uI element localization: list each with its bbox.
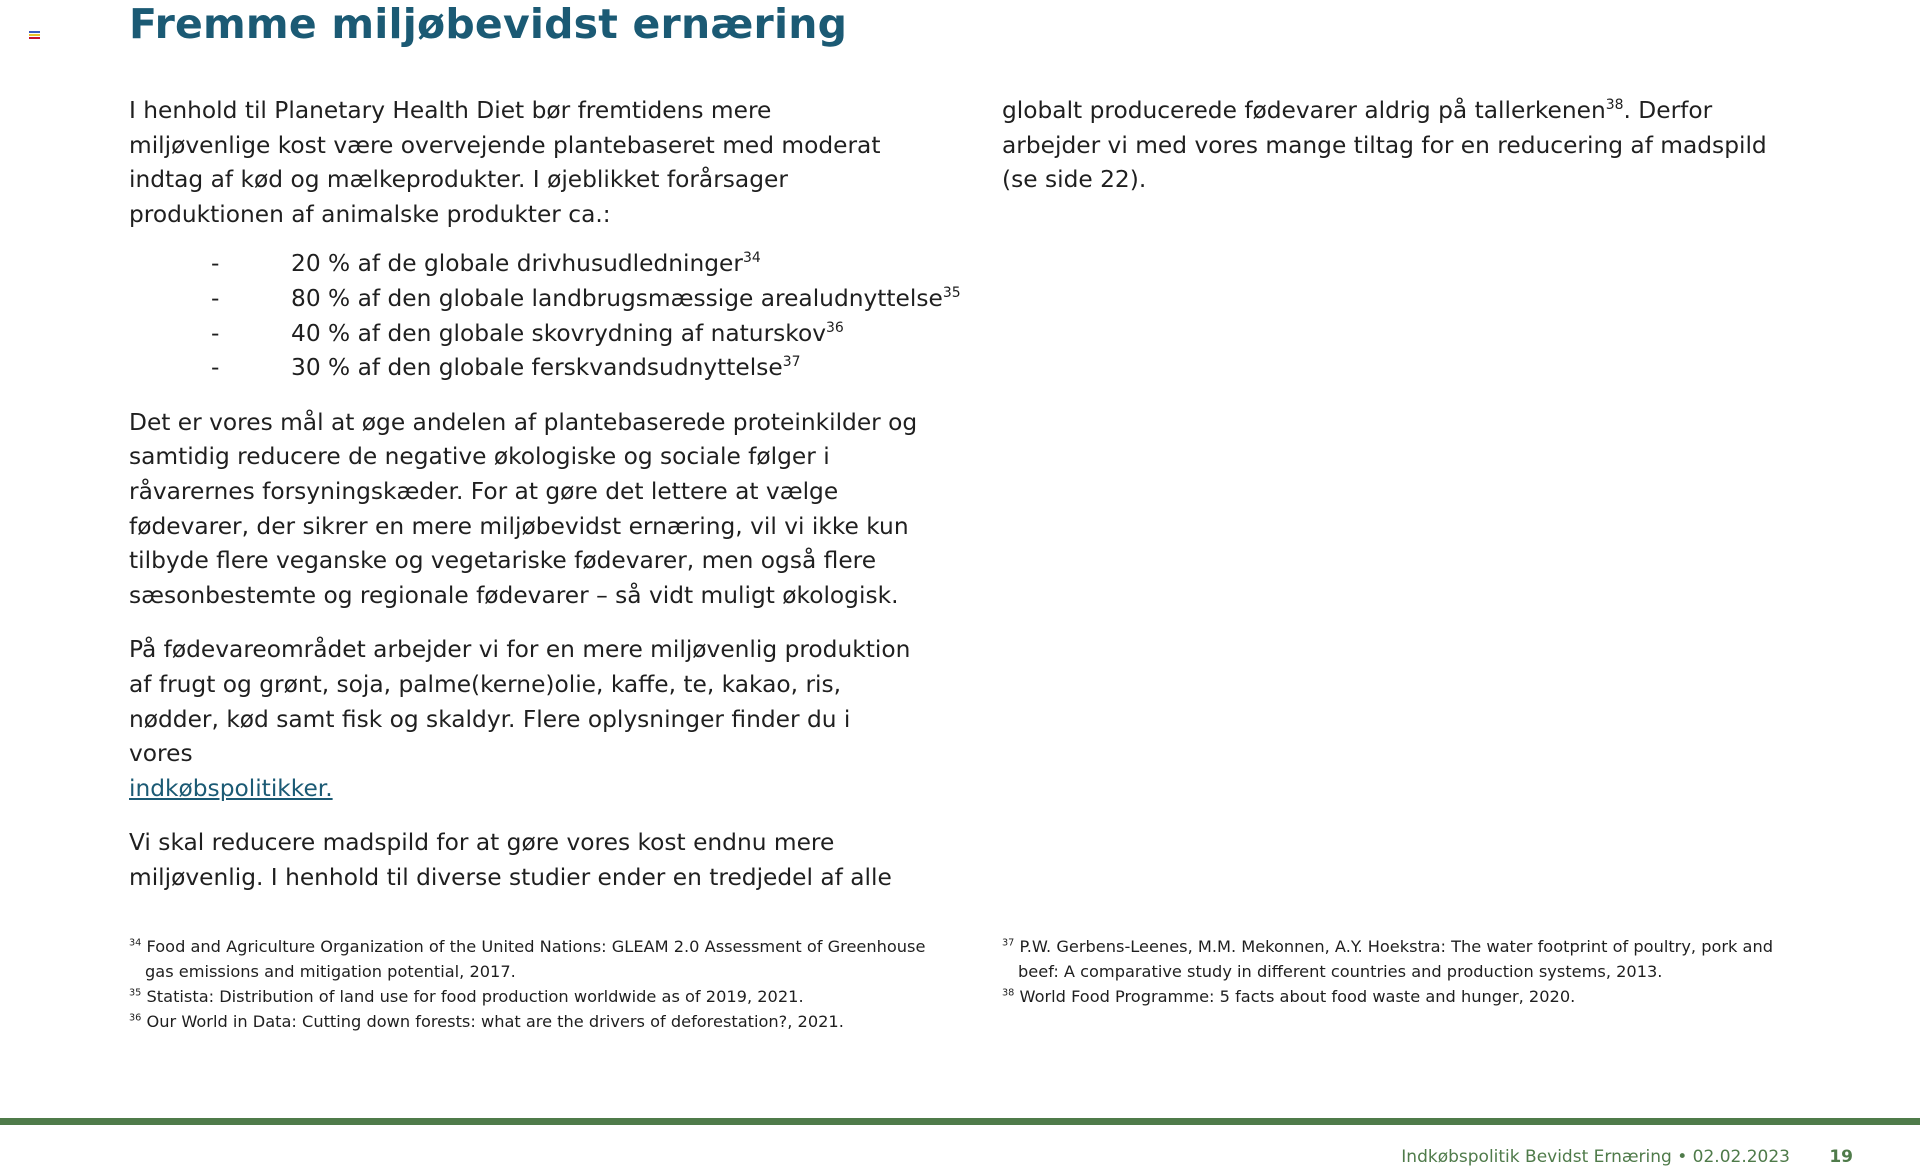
footnote: $^{34}$ Food and Agriculture Organization of the United Nations: GLEAM 2.0 Assessment of Greenhouse gas emissions and mitigation potential, 2017. [129, 937, 926, 981]
footer-divider [0, 1118, 1920, 1125]
list-item: - 20 % af de globale drivhusudledninger$^{34}$ [211, 250, 761, 278]
purchasing-policies-link[interactable]: indkøbspolitikker. [129, 774, 333, 802]
footer-document-info: Indkøbspolitik Bevidst Ernæring • 02.02.2023 [1401, 1147, 1790, 1167]
list-item: - 40 % af den globale skovrydning af naturskov$^{36}$ [211, 319, 844, 347]
footnotes-left [129, 934, 939, 1034]
food-waste-paragraph: Vi skal reducere madspild for at gøre vores kost endnu mere miljøvenlig. I henhold til diverse studier ender en tredjedel af alle [129, 829, 892, 891]
list-item: - 30 % af den globale ferskvandsudnyttelse$^{37}$ [211, 354, 801, 382]
page-number: 19 [1829, 1147, 1853, 1167]
language-flag-icon [29, 31, 40, 39]
footnote: $^{38}$ World Food Programme: 5 facts about food waste and hunger, 2020. [1002, 987, 1576, 1006]
intro-paragraph: I henhold til Planetary Health Diet bør fremtidens mere miljøvenlige kost være overvejende plantebaseret med moderat indtag af kød og mælkeprodukter. I øjeblikket forårsager produktionen af animalske produkter ca.: [129, 97, 881, 228]
goal-paragraph: Det er vores mål at øge andelen af plantebaserede proteinkilder og samtidig reducere de negative økologiske og sociale følger i råvarernes forsyningskæder. For at gøre det lettere at vælge fødevarer, der sikrer en mere miljøbevidst ernæring, vil vi ikke kun tilbyde flere veganske og vegetariske fødevarer, men også flere sæsonbestemte og regionale fødevarer – så vidt muligt økologisk. [129, 408, 918, 609]
footnote: $^{35}$ Statista: Distribution of land use for food production worldwide as of 2019, 2021. [129, 987, 804, 1006]
footnote-ref: 37 [782, 354, 801, 371]
footnote: $^{36}$ Our World in Data: Cutting down forests: what are the drivers of deforestation?, 2021. [129, 1012, 844, 1031]
footnote-ref: 38 [1605, 97, 1624, 114]
footnote-ref: 36 [826, 319, 844, 336]
right-column [1002, 94, 1802, 218]
page-title: Fremme miljøbevidst ernæring [129, 0, 848, 48]
production-paragraph: På fødevareområdet arbejder vi for en mere miljøvenlig produktion af frugt og grønt, soja, palme(kerne)olie, kaffe, te, kakao, ris, nødder, kød samt fisk og skaldyr. Flere oplysninger finder du i vores indkøbspolitikker. [129, 636, 911, 802]
footnotes-right [1002, 934, 1802, 1009]
statistics-list [129, 247, 961, 385]
list-item: - 80 % af den globale landbrugsmæssige arealudnyttelse$^{35}$ [211, 284, 961, 312]
footnote-ref: 34 [742, 250, 761, 267]
continuation-paragraph: globalt producerede fødevarer aldrig på tallerkenen$^{38}$. Derfor arbejder vi med vores mange tiltag for en reducering af madspild (se side 22). [1002, 97, 1767, 194]
left-column [129, 94, 961, 915]
footnote: $^{37}$ P.W. Gerbens-Leenes, M.M. Mekonnen, A.Y. Hoekstra: The water footprint of poultry, pork and beef: A comparative study in different countries and production systems, 2013. [1002, 937, 1774, 981]
footnote-ref: 35 [942, 285, 961, 302]
